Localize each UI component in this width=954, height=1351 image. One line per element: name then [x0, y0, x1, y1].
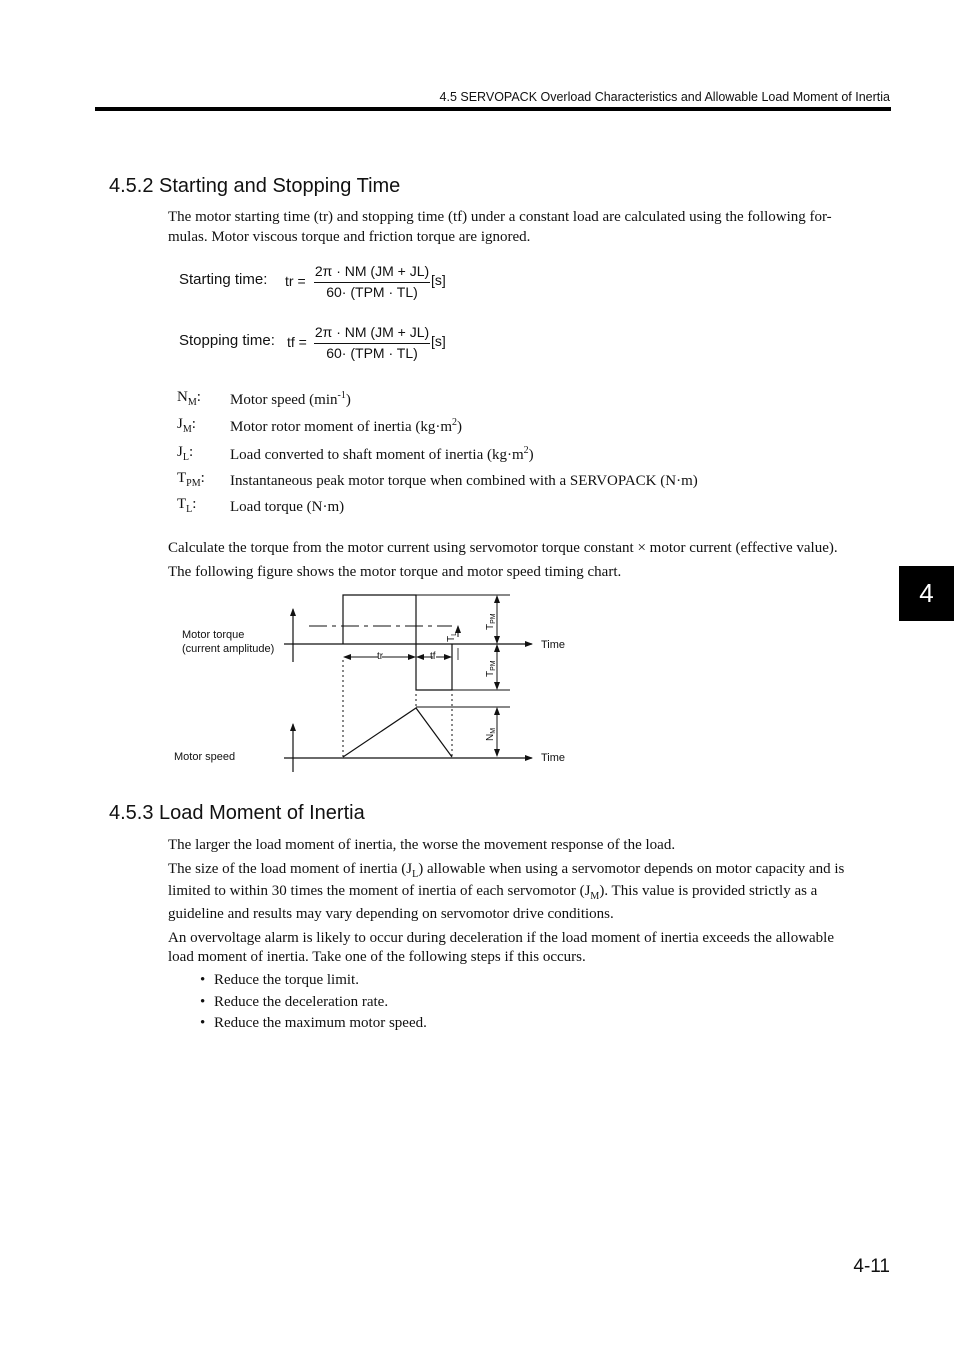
load-inertia-p1: The larger the load moment of inertia, the worse the movement response of the load. [168, 837, 676, 853]
torque-label-line-1: Motor torque [182, 629, 245, 641]
def-symbol: $J_L$: [177, 444, 194, 463]
tpm-lower-label [485, 660, 497, 677]
remedy-list [200, 970, 427, 1035]
starting-time-denominator: 60· (TPM · TL) [326, 284, 418, 300]
starting-time-unit: [s] [431, 272, 446, 288]
stopping-time-lhs: tf = [287, 334, 307, 350]
list-item: • Reduce the torque limit. [200, 970, 427, 992]
def-text: Instantaneous peak motor torque when combined with a SERVOPACK (N·m) [230, 473, 698, 489]
intro-line-2: mulas. Motor viscous torque and friction torque are ignored. [168, 229, 531, 245]
chapter-tab: 4 [899, 566, 954, 621]
def-text: Load converted to shaft moment of inertia $(kg\cdot m^2)$ [230, 445, 534, 463]
list-item: • Reduce the deceleration rate. [200, 992, 427, 1014]
load-inertia-p3-line-2: load moment of inertia. Take one of the following steps if this occurs. [168, 949, 586, 965]
tpm-upper-label [485, 613, 497, 630]
stopping-time-label: Stopping time: [179, 332, 275, 349]
tl-label [446, 632, 458, 642]
section-453-title: 4.5.3 Load Moment of Inertia [109, 802, 365, 824]
load-inertia-p3-line-1: An overvoltage alarm is likely to occur during deceleration if the load moment of inertia exceeds the allowable [168, 930, 835, 946]
def-symbol: $T_L$: [177, 496, 197, 515]
stopping-time-denominator: 60· (TPM · TL) [326, 345, 418, 361]
torque-label-line-2: (current amplitude) [182, 643, 275, 655]
section-452-title: 4.5.2 Starting and Stopping Time [109, 175, 401, 197]
def-symbol: $T_{PM}$: [177, 470, 205, 489]
def-text: Load torque (N·m) [230, 499, 345, 515]
starting-time-numerator: 2π · NM (JM + JL) [314, 263, 430, 279]
list-item: • Reduce the maximum motor speed. [200, 1013, 427, 1035]
stopping-time-unit: [s] [431, 333, 446, 349]
speed-waveform [343, 708, 452, 757]
speed-label: Motor speed [174, 751, 236, 763]
calc-line-2: The following figure shows the motor torque and motor speed timing chart. [168, 564, 622, 580]
torque-time-label: Time [541, 639, 566, 651]
starting-time-label: Starting time: [179, 271, 268, 288]
def-symbol: $J_M$: [177, 416, 196, 435]
intro-line-1: The motor starting time (tr) and stopping time (tf) under a constant load are calculated using the following for- [168, 209, 832, 225]
svg-text:TL: $T_L$ [446, 631, 458, 642]
torque-waveform [343, 595, 452, 690]
running-header: 4.5 SERVOPACK Overload Characteristics and Allowable Load Moment of Inertia [439, 90, 890, 104]
tr-label: tr [377, 651, 384, 662]
starting-time-lhs: tr = [285, 273, 306, 289]
speed-time-label: Time [541, 752, 566, 764]
calc-line-1: Calculate the torque from the motor current using servomotor torque constant × motor current (effective value). [168, 540, 838, 556]
load-inertia-p2-line-1: The size of the load moment of inertia $(J_L)$ allowable when using a servomotor depends on motor capacity and is [168, 861, 845, 880]
tf-label: tf [430, 651, 436, 662]
load-inertia-p2-line-2: limited to within 30 times the moment of inertia of each servomotor $(J_M)$. This value is provided strictly as a [168, 883, 818, 902]
def-symbol: $N_M$: [177, 389, 201, 408]
svg-text:TPM: $T_{PM}$ [485, 613, 497, 630]
def-text: Motor speed $(\min^{-1})$ [230, 390, 351, 408]
page-number: 4-11 [853, 1256, 890, 1277]
svg-text:NM: $N_M$ [485, 727, 497, 741]
def-text: Motor rotor moment of inertia $(kg\cdot m^2)$ [230, 417, 463, 435]
stopping-time-numerator: 2π · NM (JM + JL) [314, 324, 430, 340]
load-inertia-p2-line-3: guideline and results may vary depending on servomotor drive conditions. [168, 906, 614, 922]
svg-text:TPM: $T_{PM}$ [485, 660, 497, 677]
nm-label [485, 728, 497, 741]
